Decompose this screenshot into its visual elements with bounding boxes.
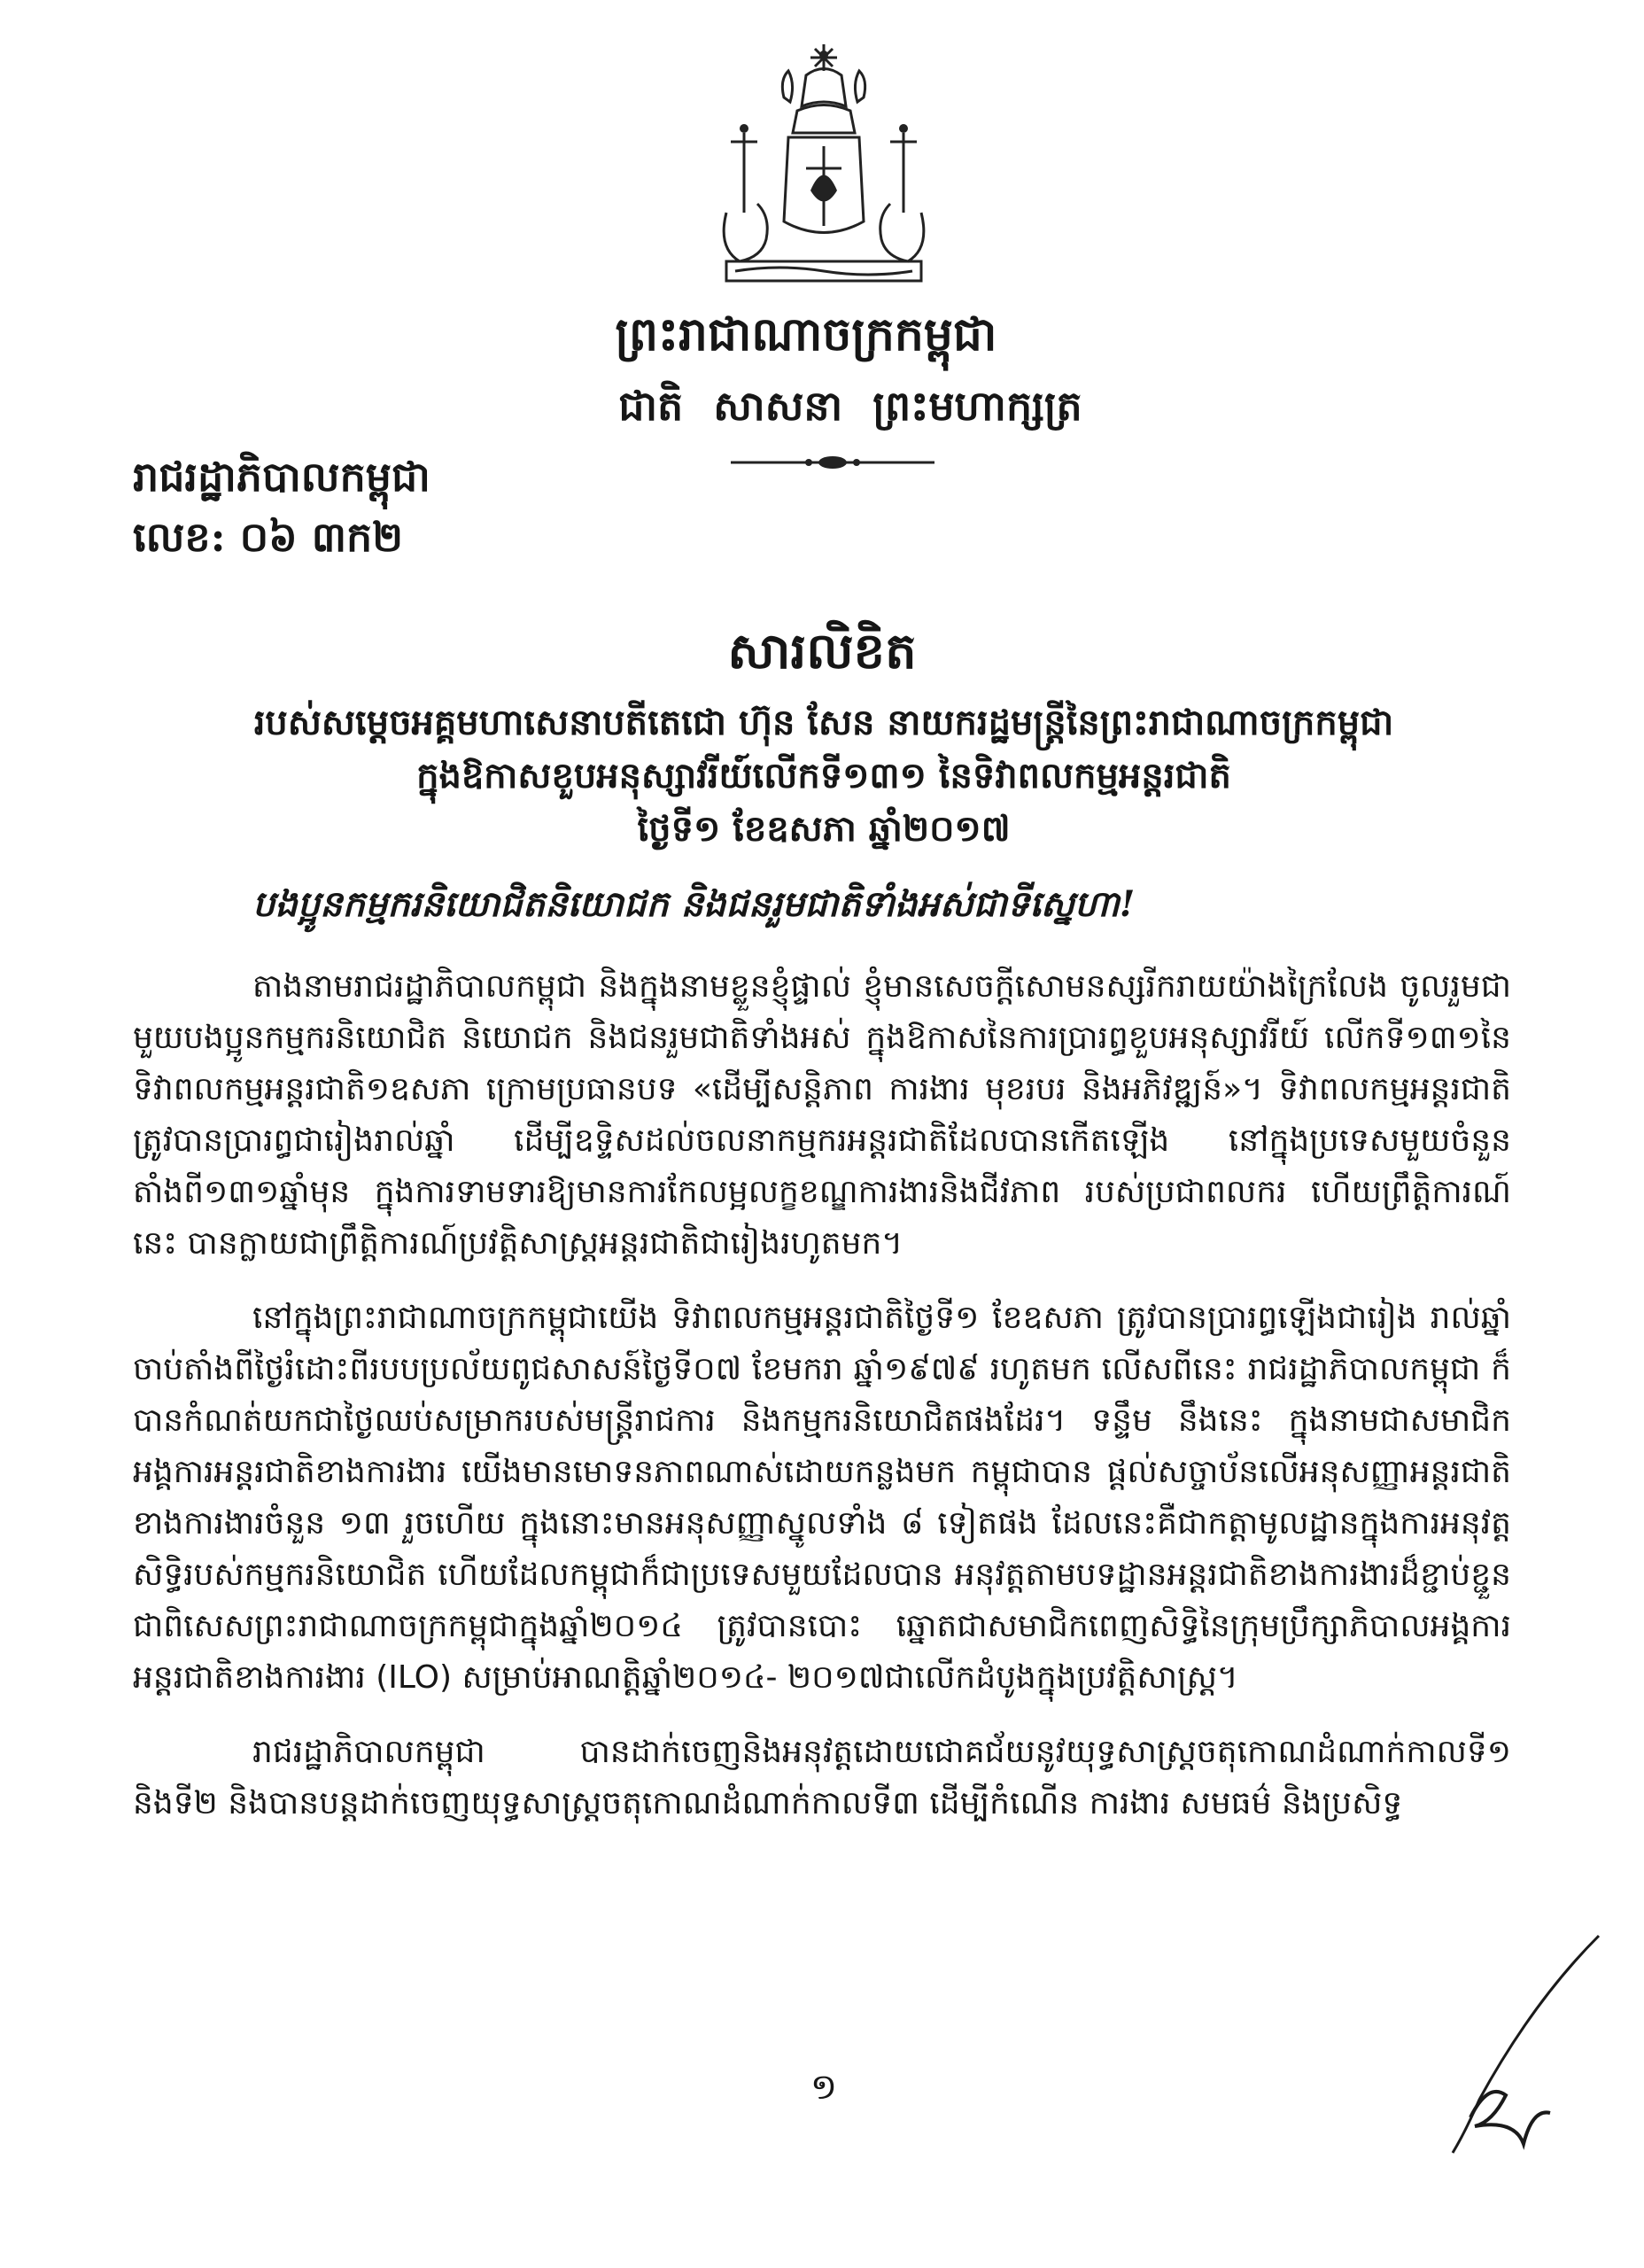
- greeting: បងប្អូនកម្មករនិយោជិតនិយោជក និងជនរួមជាតិទាំងអស់ជាទីស្នេហា!: [252, 883, 1136, 925]
- paragraph: រាជរដ្ឋាភិបាលកម្ពុជា បានដាក់ចេញនិងអនុវត្តដោយជោគជ័យនូវយុទ្ធសាស្ត្រចតុកោណដំណាក់កាលទី១ និងទី២ និងបានបន្តដាក់ចេញយុទ្ធសាស្ត្រចតុកោណដំណាក់កាលទី៣ ដើម្បីកំណើន ការងារ សមធម៌ និងប្រសិទ្ធ: [133, 1734, 1511, 1821]
- paragraph: នៅក្នុងព្រះរាជាណាចក្រកម្ពុជាយើង ទិវាពលកម្មអន្តរជាតិថ្ងៃទី១ ខែឧសភា ត្រូវបានប្រារព្ធឡើងជារៀង រាល់ឆ្នាំចាប់តាំងពីថ្ងៃរំដោះពីរបបប្រល័យពូជសាសន៍ថ្ងៃទី០៧ ខែមករា ឆ្នាំ១៩៧៩ រហូតមក លើសពីនេះ រាជរដ្ឋាភិបាលកម្ពុជា ក៏បានកំណត់យកជាថ្ងៃឈប់សម្រាករបស់មន្ត្រីរាជការ និងកម្មករនិយោជិតផងដែរ។ ទន្ទឹម នឹងនេះ ក្នុងនាមជាសមាជិកអង្គការអន្តរជាតិខាងការងារ យើងមានមោទនភាពណាស់ដោយកន្លងមក កម្ពុជាបាន ផ្តល់សច្ចាប័នលើអនុសញ្ញាអន្តរជាតិខាងការងារចំនួន ១៣ រួចហើយ ក្នុងនោះមានអនុសញ្ញាស្នូលទាំង ៨ ទៀតផង ដែលនេះគឺជាកត្តាមូលដ្ឋានក្នុងការអនុវត្តសិទ្ធិរបស់កម្មករនិយោជិត ហើយដែលកម្ពុជាក៏ជាប្រទេសមួយដែលបាន អនុវត្តតាមបទដ្ឋានអន្តរជាតិខាងការងារដ៏ខ្ជាប់ខ្ជួន ជាពិសេសព្រះរាជាណាចក្រកម្ពុជាក្នុងឆ្នាំ២០១៤ ត្រូវបានបោះ ឆ្នោតជាសមាជិកពេញសិទ្ធិនៃក្រុមប្រឹក្សាភិបាលអង្គការអន្តរជាតិខាងការងារ (ILO) សម្រាប់អាណត្តិឆ្នាំ២០១៤- ២០១៧ជាលើកដំបូងក្នុងប្រវត្តិសាស្ត្រ។: [133, 1300, 1512, 1696]
- ornament-divider: [731, 452, 934, 473]
- national-motto: ជាតិ សាសនា ព្រះមហាក្សត្រ: [618, 382, 1082, 430]
- subtitle-date: ថ្ងៃទី១ ខែឧសភា ឆ្នាំ២០១៧: [637, 808, 1011, 850]
- subtitle-line: របស់សម្តេចអគ្គមហាសេនាបតីតេជោ ហ៊ុន សែន នាយករដ្ឋមន្ត្រីនៃព្រះរាជាណាចក្រកម្ពុជា: [253, 702, 1394, 743]
- royal-coat-of-arms-emblem: [691, 35, 957, 301]
- letter-body: [133, 961, 1511, 1852]
- issuing-government: រាជរដ្ឋាភិបាលកម្ពុជា: [133, 453, 430, 501]
- subtitle-line: ក្នុងឱកាសខួបអនុស្សាវរីយ៍លើកទី១៣១ នៃទិវាពលកម្មអន្តរជាតិ: [416, 755, 1231, 796]
- reference-number: លេខ: ០៦ ៣ក២: [133, 513, 404, 561]
- paragraph: តាងនាមរាជរដ្ឋាភិបាលកម្ពុជា និងក្នុងនាមខ្លួនខ្ញុំផ្ទាល់ ខ្ញុំមានសេចក្តីសោមនស្សរីករាយយ៉ាងក្រៃលែង ចូលរួមជាមួយបងប្អូនកម្មករនិយោជិត និយោជក និងជនរួមជាតិទាំងអស់ ក្នុងឱកាសនៃការប្រារព្ធខួបអនុស្សាវរីយ៍ លើកទី១៣១នៃទិវាពលកម្មអន្តរជាតិ១ឧសភា ក្រោមប្រធានបទ «ដើម្បីសន្តិភាព ការងារ មុខរបរ និងអភិវឌ្ឍន៍»។ ទិវាពលកម្មអន្តរជាតិ ត្រូវបានប្រារព្ធជារៀងរាល់ឆ្នាំ ដើម្បីឧទ្ទិសដល់ចលនាកម្មករអន្តរជាតិដែលបានកើតឡើង នៅក្នុងប្រទេសមួយចំនួនតាំងពី១៣១ឆ្នាំមុន ក្នុងការទាមទារឱ្យមានការកែលម្អលក្ខខណ្ឌការងារនិងជីវភាព របស់ប្រជាពលករ ហើយព្រឹត្តិការណ៍នេះ បានក្លាយជាព្រឹត្តិការណ៍ប្រវត្តិសាស្ត្រអន្តរជាតិជារៀងរហូតមក។: [133, 968, 1511, 1262]
- page-number: ១: [810, 2067, 838, 2108]
- document-title: សារលិខិត: [727, 622, 917, 680]
- handwritten-signature: [1382, 1931, 1603, 2162]
- kingdom-heading: ព្រះរាជាណាចក្រកម្ពុជា: [615, 307, 997, 361]
